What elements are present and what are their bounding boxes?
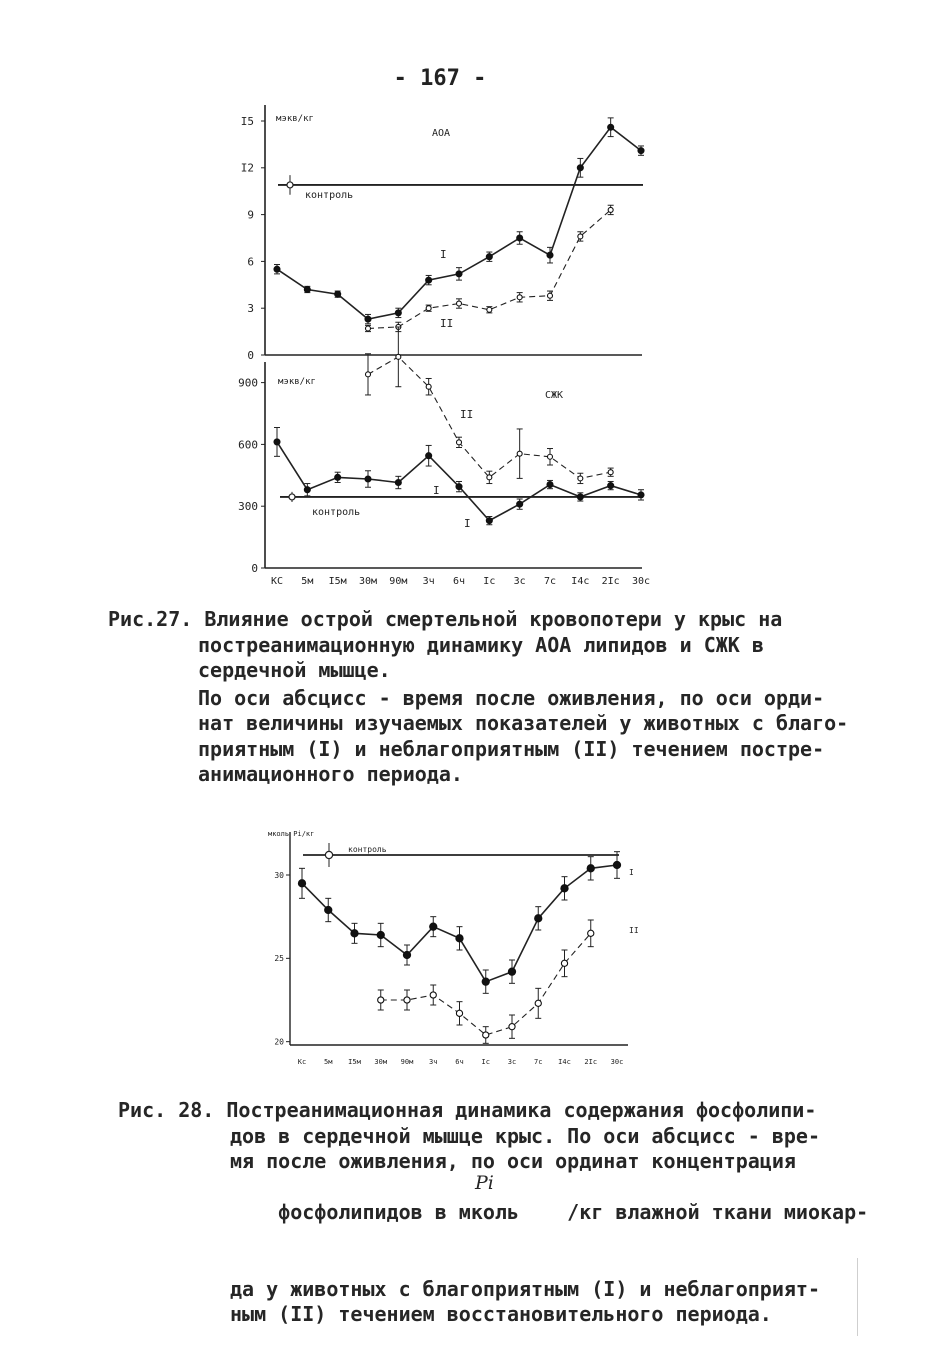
fig28-series-II-point	[430, 992, 436, 998]
fig27-xtick-label: 2Iс	[601, 576, 620, 587]
fig28-control-label: контроль	[348, 845, 387, 854]
caption-line: приятным (I) и неблагоприятным (II) течением постре-	[198, 736, 825, 761]
bottom-panel-series-I-label-upper: I	[433, 484, 440, 497]
fig28-xtick-label: 3с	[507, 1058, 517, 1066]
fig28-xtick-label: I5м	[348, 1058, 361, 1066]
top-panel-ytick-label: I5	[240, 114, 254, 128]
fig28-xtick-label: I4с	[558, 1058, 571, 1066]
fig28-series-I-line	[302, 865, 617, 982]
fig28-xtick-label: 6ч	[455, 1058, 464, 1066]
fig28-series-II-point	[561, 960, 567, 966]
top-panel-ytick-label: 6	[247, 255, 254, 269]
caption-line: мя после оживления, по оси ординат концентрация	[230, 1149, 796, 1173]
fig28-series-II-point	[535, 1000, 541, 1006]
fig28-series-I-point	[535, 915, 542, 922]
fig28-series-I-point	[482, 978, 489, 985]
fig28-series-I-point	[456, 935, 463, 942]
fig28-series-II-point	[588, 930, 594, 936]
caption-line: ным (II) течением восстановительного периода.	[230, 1302, 772, 1326]
caption-line	[118, 1171, 869, 1277]
fig27-xtick-label: 30м	[358, 576, 378, 587]
fig28-series-I-point	[587, 865, 594, 872]
caption-line: анимационного периода.	[198, 762, 463, 786]
fig27-xtick-label: 30с	[631, 576, 651, 587]
fig27-xtick-label: I4с	[571, 576, 590, 587]
top-panel-ytick-label: 0	[247, 348, 254, 362]
fig28-xtick-label: 2Iс	[584, 1058, 598, 1066]
bottom-panel-unit-label: мэкв/кг	[278, 377, 316, 387]
fig28-xtick-label: 30м	[374, 1058, 388, 1066]
fig28-series-I-point	[377, 931, 384, 938]
fig27-xtick-label: I5м	[328, 576, 347, 587]
fig27-xtick-label: КС	[270, 576, 284, 587]
caption-line: дов в сердечной мышце крыс. По оси абсцисс - вре-	[230, 1123, 821, 1148]
figure-28-caption	[118, 1098, 868, 1328]
fig28-ytick-label: 30	[274, 870, 284, 880]
top-panel-ytick-label: 9	[247, 208, 254, 222]
fig28-xtick-label: Iс	[481, 1058, 490, 1066]
top-panel-series-II-label: II	[440, 317, 454, 330]
fig28-ytick-label: 20	[274, 1037, 284, 1047]
fig28-series-II-point	[509, 1024, 515, 1030]
fig28-series-II-point	[483, 1032, 489, 1038]
fig28-xtick-label: 30с	[610, 1058, 624, 1066]
caption-line: нат величины изучаемых показателей у животных с благо-	[198, 711, 849, 735]
fig28-series-I-point	[561, 885, 568, 892]
fig28-control-point	[325, 851, 332, 858]
fig28-series-I-point	[508, 968, 515, 975]
fig28-xtick-label: 90м	[400, 1058, 414, 1066]
bottom-panel-ytick-label: 600	[238, 438, 258, 452]
margin-rule	[857, 1258, 858, 1336]
fig28-series-I-point	[613, 861, 620, 868]
top-panel-title: АОА	[432, 128, 451, 139]
fig28-series-II-point	[456, 1010, 462, 1016]
top-panel-ytick-label: I2	[240, 161, 254, 175]
top-panel-control-label: контроль	[305, 190, 354, 201]
page-number: - 167 -	[393, 66, 487, 91]
top-panel-series-I-label: I	[440, 248, 447, 261]
bottom-panel-series-I-label-lower: I	[464, 517, 471, 530]
top-panel-unit-label: мэкв/кг	[276, 114, 314, 124]
fig27-xtick-label: 90м	[389, 576, 408, 587]
caption-line: постреанимационную динамику АОА липидов и СЖК в	[198, 632, 764, 657]
fig27-xtick-label: 3ч	[422, 576, 435, 587]
fig27-xtick-label: 7с	[543, 576, 557, 587]
fig28-xtick-label: 7с	[534, 1058, 543, 1066]
pi-symbol: Pi	[475, 1171, 494, 1194]
fig27-xtick-label: 6ч	[452, 576, 466, 587]
top-panel-ytick-label: 3	[247, 302, 254, 316]
bottom-panel-ytick-label: 0	[251, 561, 258, 575]
fig28-unit-label: мколь Pi/кг	[268, 830, 315, 838]
bottom-panel-ytick-label: 900	[238, 376, 258, 390]
fig28-series-I-label: I	[629, 868, 634, 877]
caption-line: да у животных с благоприятным (I) и неблагоприят-	[230, 1276, 821, 1301]
fig27-xtick-label: 3с	[513, 576, 526, 587]
fig27-xtick-label: Iс	[483, 576, 496, 587]
fig28-series-I-point	[325, 906, 332, 913]
bottom-panel-series-II-label: II	[460, 408, 474, 421]
fig28-ytick-label: 25	[274, 954, 284, 964]
fig27-xtick-label: 5м	[301, 576, 314, 587]
fig28-series-I-point	[298, 880, 305, 887]
bottom-panel-title: СЖК	[545, 390, 564, 401]
fig28-series-II-label: II	[629, 926, 639, 935]
fig28-xtick-label: Кс	[297, 1058, 307, 1066]
bottom-panel-ytick-label: 300	[238, 500, 258, 514]
caption-line: Рис.27. Влияние острой смертельной кровопотери у крыс на	[108, 607, 783, 631]
caption-line: Рис. 28. Постреанимационная динамика содержания фосфолипи-	[118, 1098, 817, 1122]
fig28-series-II-point	[378, 997, 384, 1003]
fig28-xtick-label: 3ч	[429, 1058, 438, 1066]
fig28-xtick-label: 5м	[324, 1058, 333, 1066]
fig28-series-I-point	[430, 923, 437, 930]
fig28-series-I-point	[351, 930, 358, 937]
bottom-panel-control-label: контроль	[312, 507, 361, 518]
fig28-series-I-point	[403, 951, 410, 958]
caption-line-text: фосфолипидов в мколь /кг влажной ткани миокар-	[278, 1200, 869, 1224]
fig28-series-II-point	[404, 997, 410, 1003]
caption-line: По оси абсцисс - время после оживления, по оси орди-	[198, 685, 825, 710]
caption-line: сердечной мышце.	[198, 658, 391, 682]
